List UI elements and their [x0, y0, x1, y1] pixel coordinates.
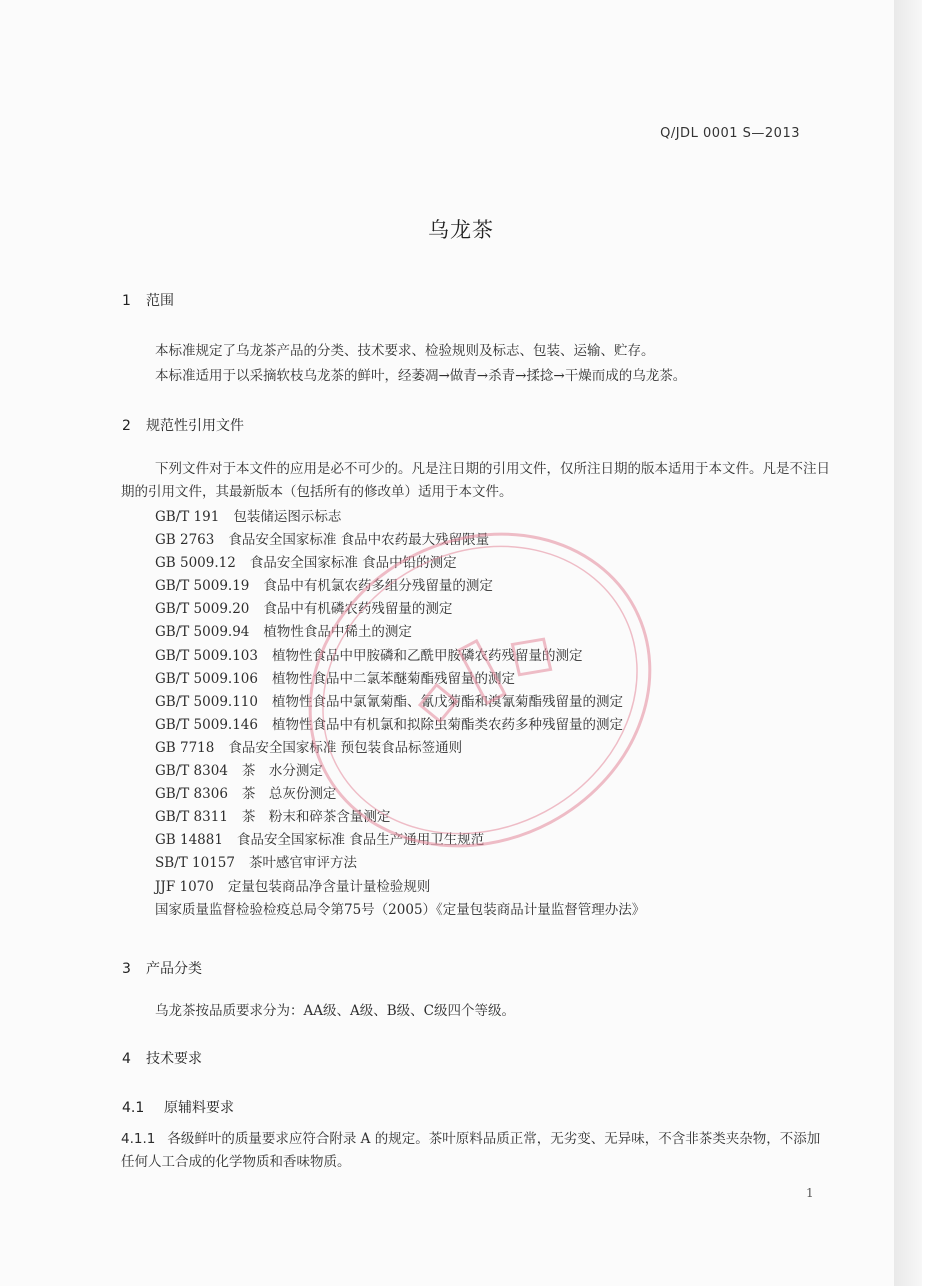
reference-item	[155, 714, 645, 737]
reference-code: GB 14881	[155, 832, 223, 849]
reference-item	[155, 691, 645, 714]
classification-paragraph	[121, 1000, 831, 1023]
section-title: 规范性引用文件	[146, 418, 244, 434]
page-number: 1	[806, 1186, 814, 1200]
reference-item	[155, 876, 645, 899]
reference-code: GB/T 5009.106	[155, 670, 258, 687]
reference-item	[155, 621, 645, 644]
reference-title: 食品安全国家标准 预包装食品标签通则	[228, 739, 463, 756]
reference-code: GB 2763	[155, 532, 215, 549]
reference-title: 植物性食品中氯氰菊酯、氰戊菊酯和溴氰菊酯残留量的测定	[271, 693, 623, 710]
reference-title: 定量包装商品净含量计量检验规则	[227, 878, 431, 895]
references-intro	[121, 458, 831, 504]
section-2-heading	[122, 415, 244, 435]
reference-code: GB/T 5009.19	[155, 578, 250, 595]
reference-item	[155, 598, 645, 621]
reference-code: SB/T 10157	[155, 855, 235, 872]
reference-code: GB/T 191	[155, 509, 220, 525]
reference-code: GB/T 5009.110	[155, 693, 258, 710]
section-number: 2	[122, 418, 131, 434]
reference-title: 茶 水分测定	[241, 763, 323, 780]
reference-item	[155, 829, 645, 852]
reference-item	[155, 529, 645, 552]
reference-item	[155, 575, 645, 598]
reference-item	[155, 783, 645, 806]
reference-item	[155, 645, 645, 668]
reference-item	[155, 506, 645, 529]
subsection-title: 原辅料要求	[164, 1100, 234, 1116]
clause-4-1-1	[121, 1128, 831, 1174]
scope-paragraph-2	[121, 365, 831, 388]
section-title: 产品分类	[146, 961, 202, 977]
section-number: 1	[122, 293, 131, 309]
subsection-number: 4.1	[122, 1100, 145, 1116]
reference-title: 食品安全国家标准 食品生产通用卫生规范	[236, 832, 485, 849]
section-1-heading	[122, 290, 174, 310]
reference-title: 国家质量监督检验检疫总局令第75号（2005）《定量包装商品计量监督管理办法》	[155, 901, 646, 918]
standard-code: Q/JDL 0001 S—2013	[660, 126, 800, 141]
reference-title: 植物性食品中甲胺磷和乙酰甲胺磷农药残留量的测定	[271, 647, 583, 664]
scan-edge	[894, 0, 922, 1286]
clause-number: 4.1.1	[121, 1131, 156, 1147]
reference-list	[155, 506, 645, 922]
reference-title: 植物性食品中稀土的测定	[263, 624, 412, 641]
reference-code: GB/T 5009.94	[155, 624, 250, 641]
reference-code: GB/T 5009.20	[155, 601, 250, 618]
reference-code: GB/T 5009.103	[155, 647, 258, 664]
section-3-heading	[122, 958, 202, 978]
reference-title: 茶 粉末和碎茶含量测定	[241, 809, 391, 826]
paragraph-text: 本标准规定了乌龙茶产品的分类、技术要求、检验规则及标志、包装、运输、贮存。	[155, 343, 655, 359]
reference-item	[155, 760, 645, 783]
reference-title: 茶叶感官审评方法	[248, 855, 357, 872]
section-number: 3	[122, 961, 131, 977]
section-4-heading	[122, 1048, 202, 1068]
clause-text: 各级鲜叶的质量要求应符合附录 A 的规定。茶叶原料品质正常，无劣变、无异味，不含非茶类夹杂物，不添加任何人工合成的化学物质和香味物质。	[121, 1131, 821, 1170]
reference-code: GB/T 8311	[155, 809, 228, 826]
reference-title: 食品安全国家标准 食品中农药最大残留限量	[228, 532, 490, 549]
subsection-4-1-heading	[122, 1097, 234, 1117]
reference-code: JJF 1070	[155, 878, 214, 895]
paragraph-text: 乌龙茶按品质要求分为：AA级、A级、B级、C级四个等级。	[155, 1003, 515, 1019]
section-number: 4	[122, 1051, 131, 1067]
scope-paragraph-1	[121, 340, 831, 363]
paragraph-text: 本标准适用于以采摘软枝乌龙茶的鲜叶，经萎凋→做青→杀青→揉捻→干燥而成的乌龙茶。	[155, 368, 687, 384]
reference-title: 食品中有机氯农药多组分残留量的测定	[263, 578, 493, 595]
reference-item	[155, 899, 645, 922]
document-title: 乌龙茶	[428, 218, 494, 242]
reference-item	[155, 737, 645, 760]
reference-item	[155, 852, 645, 875]
reference-item	[155, 552, 645, 575]
reference-title: 食品中有机磷农药残留量的测定	[263, 601, 453, 618]
reference-code: GB/T 8306	[155, 786, 228, 803]
reference-title: 植物性食品中有机氯和拟除虫菊酯类农药多种残留量的测定	[271, 716, 623, 733]
reference-item	[155, 668, 645, 691]
section-title: 技术要求	[146, 1051, 202, 1067]
reference-code: GB 5009.12	[155, 555, 236, 572]
reference-code: GB/T 5009.146	[155, 716, 258, 733]
reference-code: GB/T 8304	[155, 763, 228, 780]
reference-title: 食品安全国家标准 食品中铅的测定	[249, 555, 457, 572]
reference-title: 包装储运图示标志	[233, 509, 342, 525]
section-title: 范围	[146, 293, 174, 309]
reference-title: 茶 总灰份测定	[241, 786, 337, 803]
reference-title: 植物性食品中二氯苯醚菊酯残留量的测定	[271, 670, 515, 687]
paragraph-text: 下列文件对于本文件的应用是必不可少的。凡是注日期的引用文件，仅所注日期的版本适用于本文件。凡是不注日期的引用文件，其最新版本（包括所有的修改单）适用于本文件。	[121, 461, 830, 500]
reference-code: GB 7718	[155, 739, 215, 756]
reference-item	[155, 806, 645, 829]
